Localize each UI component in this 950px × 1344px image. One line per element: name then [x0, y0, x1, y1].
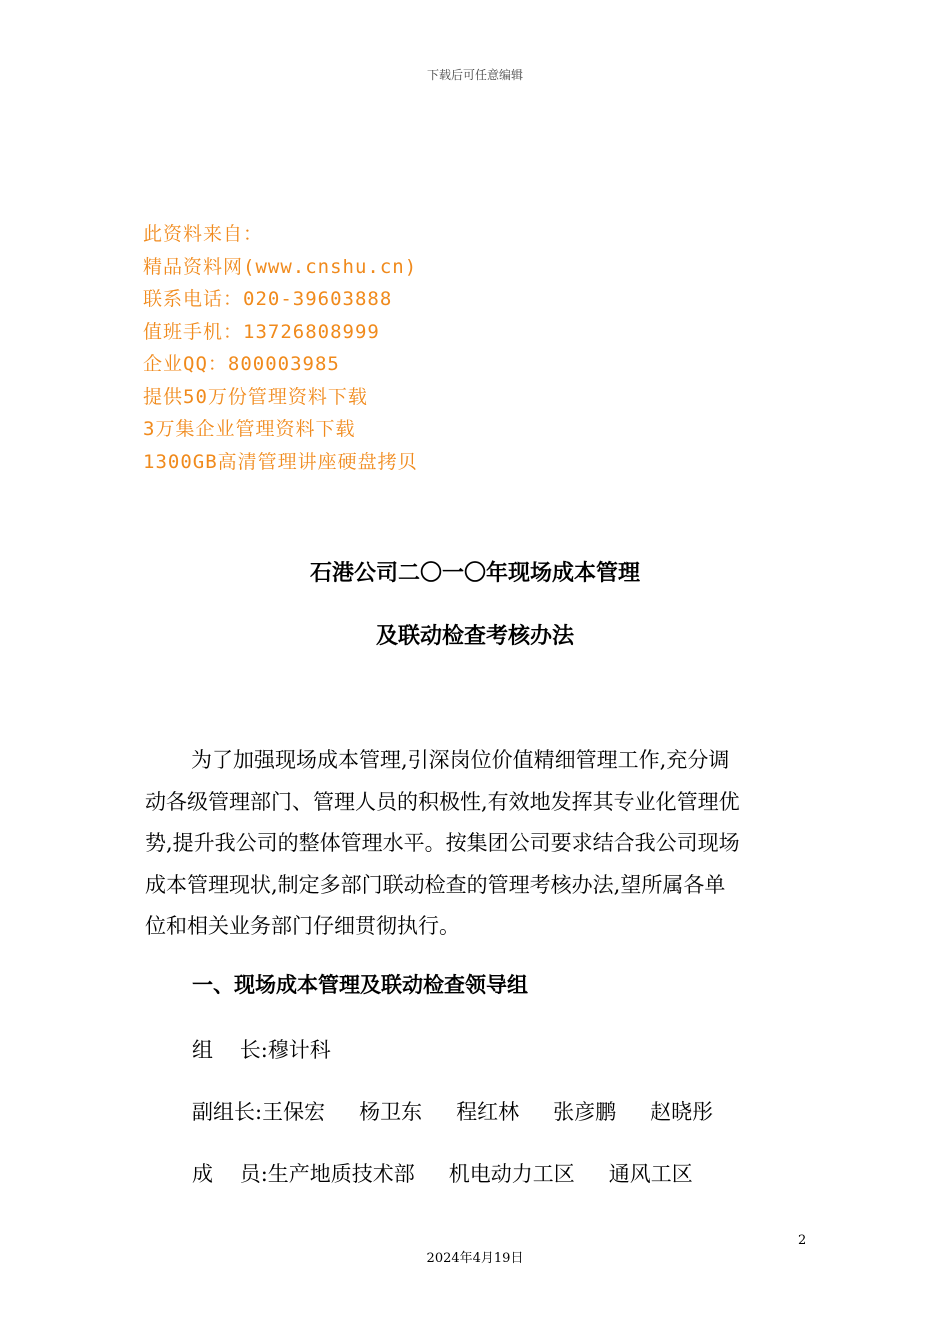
document-title-line1: 石港公司二〇一〇年现场成本管理	[309, 561, 640, 586]
intro-line: 为了加强现场成本管理,引深岗位价值精细管理工作,充分调	[191, 748, 730, 772]
promo-line: 精品资料网(www.cnshu.cn)	[143, 255, 418, 278]
deputy-row	[192, 1096, 747, 1126]
deputy-name: 王保宏	[262, 1100, 326, 1124]
leader-row	[192, 1034, 331, 1064]
intro-line: 势,提升我公司的整体管理水平。按集团公司要求结合我公司现场	[145, 831, 740, 855]
document-title-line2: 及联动检查考核办法	[375, 624, 574, 649]
deputy-name: 程红林	[456, 1100, 520, 1124]
promo-block	[143, 218, 418, 478]
intro-line: 动各级管理部门、管理人员的积极性,有效地发挥其专业化管理优	[145, 789, 740, 814]
deputy-label: 副组长:	[192, 1100, 263, 1124]
promo-line: 企业QQ：800003985	[143, 353, 340, 375]
leader-label: 组 长:	[192, 1038, 268, 1062]
promo-line: 3万集企业管理资料下载	[143, 418, 356, 440]
member-row	[192, 1158, 727, 1188]
member-name: 通风工区	[608, 1162, 693, 1186]
intro-line: 成本管理现状,制定多部门联动检查的管理考核办法,望所属各单	[145, 872, 726, 897]
promo-line: 提供50万份管理资料下载	[143, 385, 368, 408]
member-name: 机电动力工区	[448, 1162, 575, 1186]
promo-line: 1300GB高清管理讲座硬盘拷贝	[143, 450, 418, 473]
intro-line: 位和相关业务部门仔细贯彻执行。	[145, 914, 460, 938]
page-number: 2	[798, 1233, 807, 1248]
section-heading: 一、现场成本管理及联动检查领导组	[192, 973, 528, 997]
promo-line: 值班手机：13726808999	[143, 320, 380, 343]
page-header: 下载后可任意编辑	[426, 68, 523, 82]
intro-paragraph	[145, 740, 810, 948]
member-label: 成 员:	[192, 1162, 268, 1186]
leader-name: 穆计科	[267, 1038, 331, 1062]
promo-line: 联系电话：020-39603888	[143, 288, 393, 310]
deputy-name: 张彦鹏	[553, 1100, 617, 1124]
deputy-name: 赵晓彤	[650, 1100, 714, 1124]
footer-date: 2024年4月19日	[426, 1251, 524, 1266]
member-name: 生产地质技术部	[267, 1162, 415, 1186]
deputy-name: 杨卫东	[359, 1100, 423, 1124]
promo-line: 此资料来自：	[143, 223, 264, 245]
